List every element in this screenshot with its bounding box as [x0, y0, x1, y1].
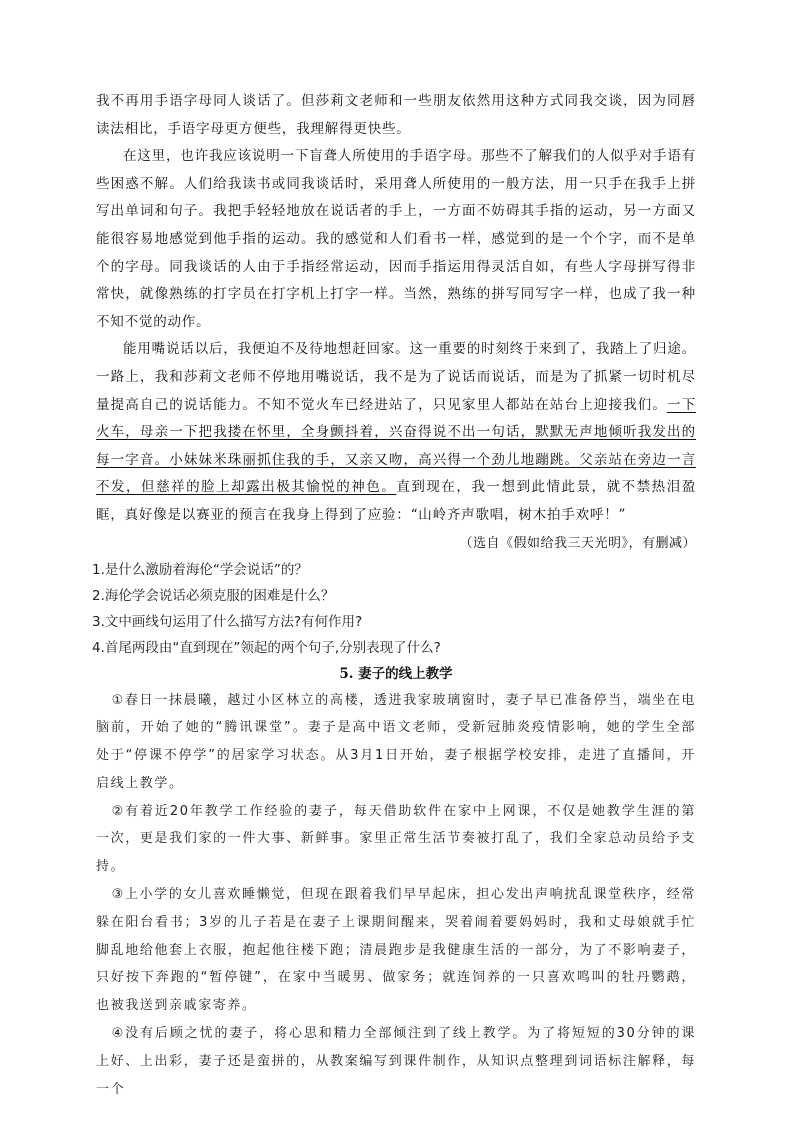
- story1-paragraph-1: 我不再用手语字母同人谈话了。但莎莉文老师和一些朋友依然用这种方式同我交谈，因为同唇读法相比，手语字母更方便些，我理解得更快些。: [96, 93, 696, 137]
- story2-paragraph-3: ③上小学的女儿喜欢睡懒觉，但现在跟着我们早早起床，担心发出声响扰乱课堂秩序，经常躲在阳台看书；3岁的儿子若是在妻子上课期间醒来，哭着闹着要妈妈时，我和丈母娘就手忙脚乱地给他套上衣服，抱起他往楼下跑；清晨跑步是我健康生活的一部分，为了不影响妻子，只好按下奔跑的“暂停键”，在家中当暖男、做家务；就连饲养的一只喜欢鸣叫的牡丹鹦鹉，也被我送到亲戚家寄养。: [96, 887, 696, 1014]
- source-citation: （选自《假如给我三天光明》，有删减）: [459, 535, 696, 551]
- story2-paragraph-1: ①春日一抹晨曦，越过小区林立的高楼，透进我家玻璃窗时，妻子早已准备停当，端坐在电脑前，开始了她的“腾讯课堂”。妻子是高中语文老师，受新冠肺炎疫情影响，她的学生全部处于“停课不停学”的居家学习状态。从3月1日开始，妻子根据学校安排，走进了直播间，开启线上教学。: [96, 692, 696, 791]
- question-list: [92, 557, 696, 661]
- story2-paragraph-4: ④没有后顾之忧的妻子，将心思和精力全部倾注到了线上教学。为了将短短的30分钟的课上好、上出彩，妻子还是蛮拼的，从教案编写到课件制作，从知识点整理到词语标注解释，每一个: [96, 1026, 696, 1097]
- question-4: 4.首尾两段由“直到现在”领起的两个句子,分别表现了什么?: [92, 639, 441, 656]
- story2-paragraph-2: ②有着近20年教学工作经验的妻子，每天借助软件在家中上网课，不仅是她教学生涯的第一次，更是我们家的一件大事、新鲜事。家里正常生活节奏被打乱了，我们全家总动员给予支持。: [96, 803, 696, 875]
- question-2: 2.海伦学会说话必须克服的困难是什么？: [92, 587, 335, 604]
- story1-paragraph-2: 在这里，也许我应该说明一下盲聋人所使用的手语字母。那些不了解我们的人似乎对手语有些困惑不解。人们给我读书或同我谈话时，采用聋人所使用的一般方法，用一只手在我手上拼写出单词和句子。我把手轻轻地放在说话者的手上，一方面不妨碍其手指的运动，另一方面又能很容易地感觉到他手指的运动。我的感觉和人们看书一样，感觉到的是一个个字，而不是单个的字母。同我谈话的人由于手指经常运动，因而手指运用得灵活自如，有些人字母拼写得非常快，就像熟练的打字员在打字机上打字一样。当然，熟练的拼写同写字一样，也成了我一种不知不觉的动作。: [96, 148, 696, 330]
- document-page: [92, 88, 696, 1103]
- question-1: 1.是什么激励着海伦“学会说话”的？: [92, 561, 308, 578]
- question-3: 3.文中画线句运用了什么描写方法?有何作用?: [92, 613, 363, 630]
- story1-paragraph-3: [96, 336, 696, 529]
- section-title: 5. 妻子的线上教学: [339, 665, 453, 682]
- story1-paragraph-3-lead: 能用嘴说话以后，我便迫不及待地想赶回家。这一重要的时刻终于来到了，我踏上了归途。一路上，我和莎莉文老师不停地用嘴说话，我不是为了说话而说话，而是为了抓紧一切时机尽量提高自己的说话能力。不知不觉火车已经进站了，只见家里人都站在站台上迎接我们。: [96, 341, 696, 413]
- story1-paragraph-3-tail: 直到现在，我一想到此情此景，就不禁热泪盈眶，真好像是以赛亚的预言在我身上得到了应验：“山岭齐声歌唱，树木拍手欢呼！”: [96, 479, 696, 523]
- underlined-sentence: 一下火车，母亲一下把我搂在怀里，全身颤抖着，兴奋得说不出一句话，默默无声地倾听我发出的每一字音。小妹妹米珠丽抓住我的手，又亲又吻，高兴得一个劲儿地蹦跳。父亲站在旁边一言不发，但慈祥的脸上却露出极其愉悦的神色。: [96, 396, 696, 496]
